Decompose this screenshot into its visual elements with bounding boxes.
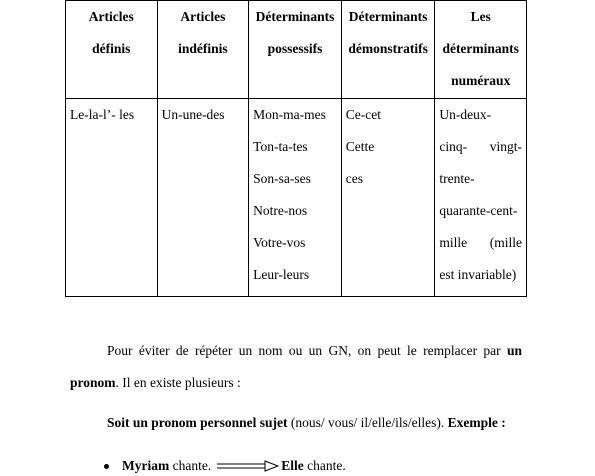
cell-determinants-possessifs: Mon-ma-mes Ton-ta-tes Son-sa-ses Notre-nos Votre-vos Leur-leurs — [249, 99, 342, 297]
header-determinants-numeraux: Les déterminants numéraux — [435, 1, 527, 99]
cell-determinants-numeraux: Un-deux- cinq- vingt- trente- quarante-cent- mille (mille est invariable) — [435, 99, 527, 297]
paragraph-pronom-intro — [70, 341, 522, 393]
header-determinants-demonstratifs: Déterminants démonstratifs — [341, 1, 435, 99]
header-articles-definis: Articles définis — [66, 1, 158, 99]
cell-articles-definis: Le-la-l’- les — [66, 99, 158, 297]
table-header-row — [66, 1, 527, 99]
cell-articles-indefinis: Un-une-des — [157, 99, 249, 297]
paragraph-line: Pour éviter de répéter un nom ou un GN, on peut le remplacer par un — [107, 343, 522, 358]
determinants-table — [65, 0, 527, 297]
paragraph-pronom-personnel: Soit un pronom personnel sujet (nous/ vous/ il/elle/ils/elles). Exemple : — [107, 415, 506, 430]
header-determinants-possessifs: Déterminants possessifs — [249, 1, 342, 99]
table-row — [66, 99, 527, 297]
example-bullet: Myriam chante. Elle chante. — [104, 456, 346, 476]
arrow-right-icon — [217, 460, 279, 472]
paragraph-line: pronom. Il en existe plusieurs : — [70, 375, 241, 390]
bullet-icon — [104, 464, 109, 469]
cell-determinants-demonstratifs: Ce-cet Cette ces — [341, 99, 435, 297]
header-articles-indefinis: Articles indéfinis — [157, 1, 249, 99]
